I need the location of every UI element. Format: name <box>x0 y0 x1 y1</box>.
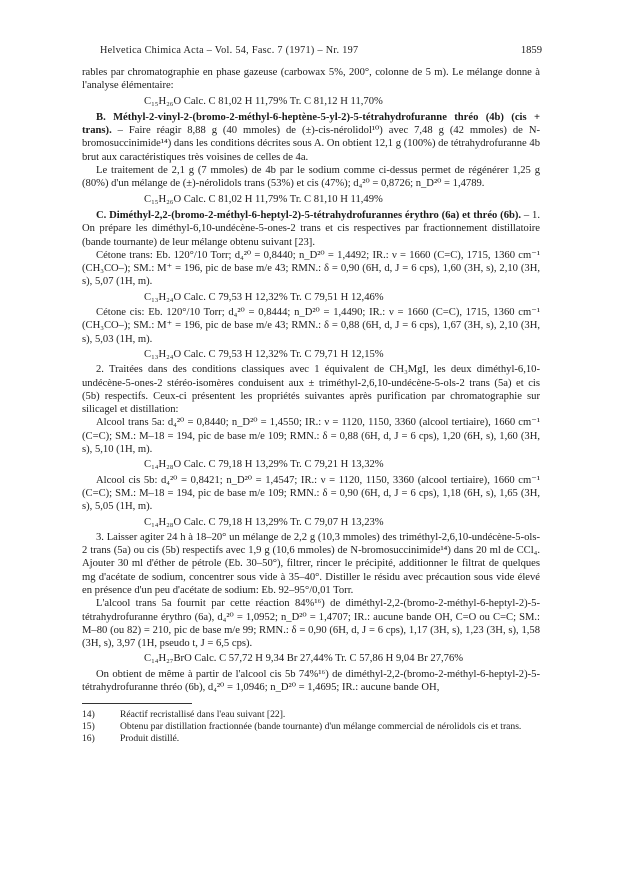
footnote-text: Réactif recristallisé dans l'eau suivant [22]. <box>120 709 286 721</box>
paragraph: On obtient de même à partir de l'alcool cis 5b 74%¹⁶) de diméthyl-2,2-(bromo-2-méthyl-6-heptyl-2)-5-tétrahydrofuranne thréo (6b), d₄²⁰ = 1,0946; n_D²⁰ = 1,4695; IR.: aucune bande OH, <box>82 668 540 694</box>
paragraph: 3. Laisser agiter 24 h à 18–20° un mélange de 2,2 g (10,3 mmoles) des triméthyl-2,6,10-undécène-5-ols-2 trans (5a) ou cis (5b) respectifs avec 1,9 g (10,6 mmoles) de N-bromosuccinimide¹⁴) dans 20 ml de CCl₄. Ajouter 30 ml d'éther de pétrole (Eb. 30–50°), filtrer, rincer le précipité, additionner le filtrat de quelques mg d'acétate de sodium, concentrer sous vide à 35–40°. Distiller le résidu avec précaution sous vide élevé en présence d'un peu d'acétate de sodium: Eb. 92–95°/0,01 Torr. <box>82 531 540 596</box>
footnote <box>82 709 540 721</box>
analysis-formula: C₁₃H₂₄O Calc. C 79,53 H 12,32% Tr. C 79,51 H 12,46% <box>144 291 384 303</box>
paragraph: Cétone cis: Eb. 120°/10 Torr; d₄²⁰ = 0,8444; n_D²⁰ = 1,4490; IR.: ν = 1660 (C=C), 1715, 1360 cm⁻¹ (CH₃CO–); SM.: M⁺ = 196, pic de base m/e 43; RMN.: δ = 0,88 (6H, d, J = 6 cps), 1,67 (3H, s), 2,10 (3H, s), 5,03 (1H, m). <box>82 307 540 345</box>
footnote <box>82 721 540 733</box>
footnote-mark: 15) <box>82 721 95 733</box>
section-heading: C. Diméthyl-2,2-(bromo-2-méthyl-6-heptyl-2)-5-tétrahydrofurannes érythro (6a) et thréo (6b). <box>96 209 522 221</box>
section-heading: B. Méthyl-2-vinyl-2-(bromo-2-méthyl-6-heptène-5-yl-2)-5-tétrahydrofuranne thréo (4b) (cis + trans). <box>82 111 540 137</box>
footnote <box>82 733 540 745</box>
paragraph: L'alcool trans 5a fournit par cette réaction 84%¹⁶) de diméthyl-2,2-(bromo-2-méthyl-6-heptyl-2)-5-tétrahydrofuranne érythro (6a), d₄²⁰ = 1,0952; n_D²⁰ = 1,4707; IR.: aucune bande OH, C=O ou C=C; SM.: M–80 (ou 82) = 210, pic de base m/e 99; RMN.: δ = 0,90 (6H, d, J = 6 cps), 1,17 (3H, s), 1,23 (3H, s), 1,58 (3H, s), 3,97 (1H, pseudo t, J = 6,5 cps). <box>82 598 540 650</box>
section-c-paragraph <box>82 209 540 249</box>
section-b-paragraph <box>82 111 540 164</box>
paragraph-text: – 1. On prépare les diméthyl-6,10-undécène-5-ones-2 trans et cis respectives par fractionnement distillatoire (bande tournante) de leur mélange obtenu suivant [23]. <box>82 209 540 248</box>
analysis-formula: C₁₃H₂₄O Calc. C 79,53 H 12,32% Tr. C 79,71 H 12,15% <box>144 348 384 360</box>
paragraph: Le traitement de 2,1 g (7 mmoles) de 4b par le sodium comme ci-dessus permet de régénérer 1,25 g (80%) d'un mélange de (±)-nérolidols trans (53%) et cis (47%); d₄²⁰ = 0,8726; n_D²⁰ = 1,4789. <box>82 165 540 190</box>
paragraph: 2. Traitées dans des conditions classiques avec 1 équivalent de CH₃MgI, les deux diméthyl-6,10-undécène-5-ones-2 stéréo-isomères conduisent aux ± triméthyl-2,6,10-undécène-5-ols-2 trans (5a) et cis (5b) respectifs. Ceux-ci présentent les propriétés suivantes après purification par chromatographie sur silicagel et distillation: <box>82 364 540 416</box>
footnote-mark: 16) <box>82 733 95 745</box>
analysis-formula: C₁₄H₂₈O Calc. C 79,18 H 13,29% Tr. C 79,07 H 13,23% <box>144 516 384 528</box>
analysis-formula: C₁₅H₂₆O Calc. C 81,02 H 11,79% Tr. C 81,10 H 11,49% <box>144 193 383 205</box>
paragraph-text: – Faire réagir 8,88 g (40 mmoles) de (±)-cis-nérolidol¹⁰) avec 7,48 g (42 mmoles) de N-bromosuccinimide¹⁴) dans les conditions décrites sous A. On obtient 12,1 g (100%) de tétrahydrofuranne 4b brut aux caractéristiques très voisines de celles de 4a. <box>82 125 540 163</box>
paragraph: rables par chromatographie en phase gazeuse (carbowax 5%, 200°, colonne de 5 m). Le mélange donne à l'analyse élémentaire: <box>82 67 540 92</box>
paragraph: Alcool trans 5a: d₄²⁰ = 0,8440; n_D²⁰ = 1,4550; IR.: ν = 1120, 1150, 3360 (alcool tertiaire), 1660 cm⁻¹ (C=C); SM.: M–18 = 194, pic de base m/e 109; RMN.: δ = 0,88 (6H, d, J = 6 cps), 1,20 (6H, s), 1,60 (3H, s), 5,10 (1H, m). <box>82 417 540 456</box>
analysis-formula: C₁₄H₂₇BrO Calc. C 57,72 H 9,34 Br 27,44% Tr. C 57,86 H 9,04 Br 27,76% <box>144 653 464 665</box>
paragraph: Cétone trans: Eb. 120°/10 Torr; d₄²⁰ = 0,8440; n_D²⁰ = 1,4492; IR.: ν = 1660 (C=C), 1715, 1360 cm⁻¹ (CH₃CO–); SM.: M⁺ = 196, pic de base m/e 43; RMN.: δ = 0,90 (6H, d, J = 6 cps), 1,60 (3H, s), 2,10 (3H, s), 5,07 (1H, m). <box>82 249 540 288</box>
analysis-formula: C₁₅H₂₆O Calc. C 81,02 H 11,79% Tr. C 81,12 H 11,70% <box>144 95 383 107</box>
footnote-mark: 14) <box>82 709 95 721</box>
page-number: 1859 <box>520 45 542 56</box>
footnote-text: Produit distillé. <box>120 733 180 745</box>
footnote-text: Obtenu par distillation fractionnée (bande tournante) d'un mélange commercial de nérolidols cis et trans. <box>120 721 522 733</box>
analysis-formula: C₁₄H₂₈O Calc. C 79,18 H 13,29% Tr. C 79,21 H 13,32% <box>144 459 384 471</box>
footnote-divider <box>82 703 192 704</box>
article-body <box>82 66 540 745</box>
paragraph: Alcool cis 5b: d₄²⁰ = 0,8421; n_D²⁰ = 1,4547; IR.: ν = 1120, 1150, 3360 (alcool tertiaire), 1660 cm⁻¹ (C=C); SM.: M–18 = 194, pic de base m/e 109; RMN.: δ = 0,90 (6H, d, J = 6 cps), 1,18 (6H, s), 1,65 (3H, s), 5,05 (1H, m). <box>82 474 540 513</box>
running-header: Helvetica Chimica Acta – Vol. 54, Fasc. 7 (1971) – Nr. 197 <box>100 45 359 56</box>
